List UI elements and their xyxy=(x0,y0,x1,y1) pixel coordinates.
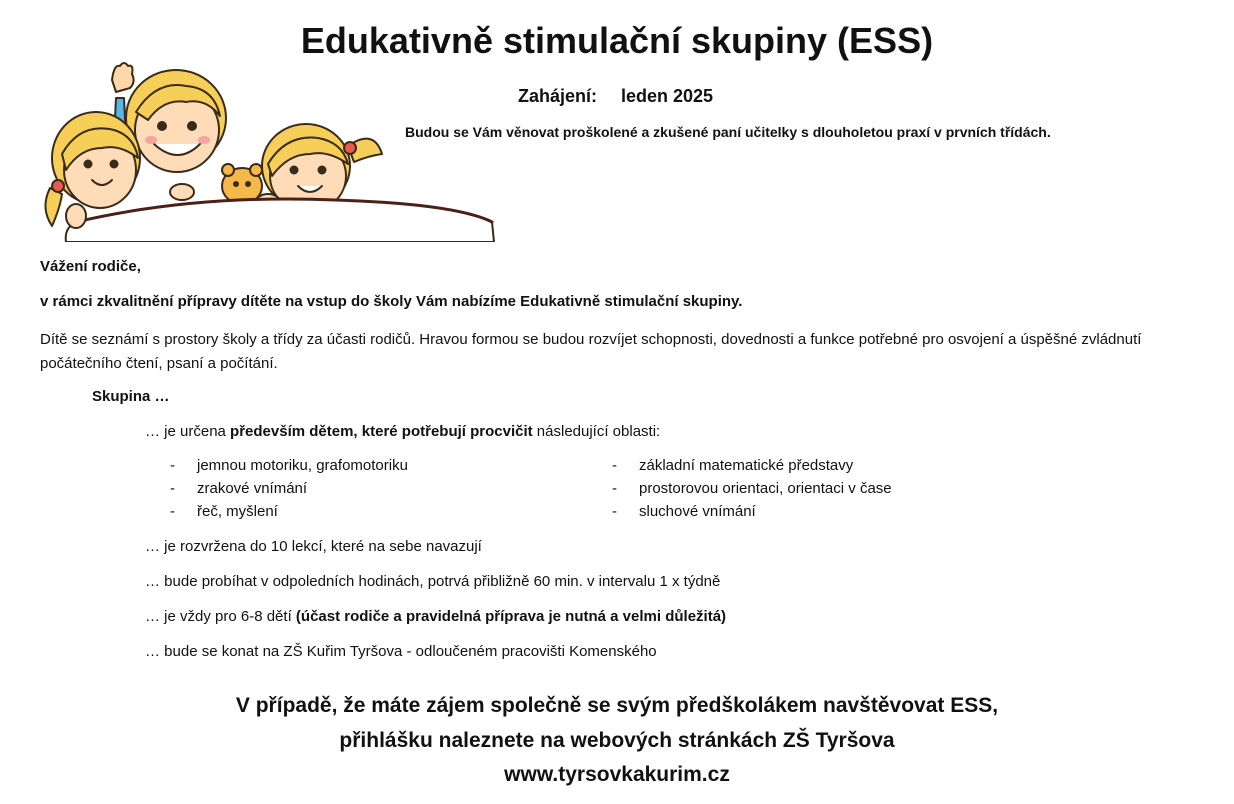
waving-hand xyxy=(112,63,134,92)
list-item: - jemnou motoriku, grafomotoriku xyxy=(170,457,408,474)
schedule-line: … bude probíhat v odpoledních hodinách, potrvá přibližně 60 min. v intervalu 1 x týdně xyxy=(145,573,721,590)
start-value: leden 2025 xyxy=(621,86,714,106)
list-item: - prostorovou orientaci, orientaci v čase xyxy=(612,480,892,497)
list-item: - základní matematické představy xyxy=(612,457,854,474)
teachers-note: Budou se Vám věnovat proškolené a zkušené paní učitelky s dlouholetou praxí v prvních třídách. xyxy=(405,124,1051,140)
list-item: - řeč, myšlení xyxy=(170,503,278,520)
intro-paragraph: Dítě se seznámí s prostory školy a třídy za účasti rodičů. Hravou formou se budou rozvíjet schopnosti, dovednosti a funkce potřebné pro osvojení a úspěšné zvládnutí počátečního čtení, psaní a počítání. xyxy=(40,331,1142,372)
start-label: Zahájení: xyxy=(518,86,598,106)
lessons-line: … je rozvržena do 10 lekcí, které na sebe navazují xyxy=(145,538,482,555)
start-date xyxy=(518,86,713,107)
group-label: Skupina … xyxy=(92,388,170,405)
list-item: - sluchové vnímání xyxy=(612,503,756,520)
page-title: Edukativně stimulační skupiny (ESS) xyxy=(300,20,934,61)
list-item: - zrakové vnímání xyxy=(170,480,308,497)
cta-line-1: V případě, že máte zájem společně se svým předškolákem navštěvovat ESS, xyxy=(235,694,999,717)
cta-line-2: přihlášku naleznete na webových stránkách ZŠ Tyršova xyxy=(339,729,895,752)
focus-line: … je určena především dětem, které potřebují procvičit následující oblasti: xyxy=(145,423,661,440)
greeting: Vážení rodiče, xyxy=(40,258,141,275)
children-illustration xyxy=(36,58,498,242)
group-size-line: … je vždy pro 6-8 dětí (účast rodiče a pravidelná příprava je nutná a velmi důležitá) xyxy=(145,608,727,625)
place-line: … bude se konat na ZŠ Kuřim Tyršova - odloučeném pracovišti Komenského xyxy=(145,643,657,660)
website-url: www.tyrsovkakurim.cz xyxy=(504,763,730,786)
offer-text: v rámci zkvalitnění přípravy dítěte na vstup do školy Vám nabízíme Edukativně stimulační skupiny. xyxy=(40,293,743,310)
